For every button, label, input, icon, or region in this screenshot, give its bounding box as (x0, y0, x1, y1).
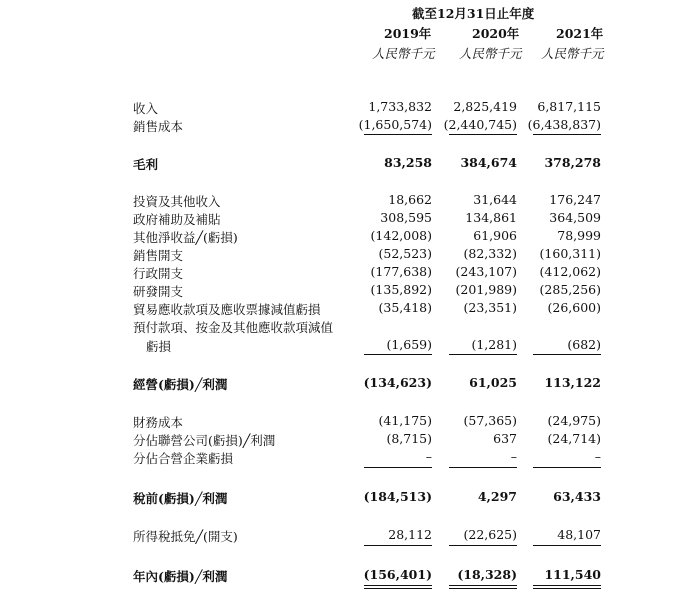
net-label: 年內(虧損)╱利潤 (133, 569, 228, 584)
associates-label: 分佔聯營公司(虧損)╱利潤 (133, 433, 276, 448)
admin-exp-2020: (243,107) (455, 264, 517, 279)
unit-2019: 人民幣千元 (372, 46, 435, 61)
government-grants-2021: 364,509 (549, 210, 601, 225)
unit-2021: 人民幣千元 (541, 46, 604, 61)
other-net-2020: 61,906 (473, 228, 517, 243)
operating-label: 經營(虧損)╱利潤 (133, 377, 228, 392)
jv-2020: – (510, 449, 517, 464)
government-grants-2019: 308,595 (380, 210, 432, 225)
prepay-impair-label-line2: 虧損 (146, 339, 172, 354)
admin-exp-label: 行政開支 (133, 266, 184, 281)
selling-exp-2019: (52,523) (378, 246, 432, 261)
rule-tax-2021 (533, 545, 601, 546)
investment-income-label: 投資及其他收入 (133, 194, 221, 209)
rule-prepay-2020 (449, 354, 517, 355)
trade-impair-2019: (35,418) (378, 300, 432, 315)
trade-impair-2021: (26,600) (547, 300, 601, 315)
rule-prepay-2019 (364, 354, 432, 355)
net-2020: (18,328) (457, 567, 517, 582)
rule-jv-2020 (449, 467, 517, 468)
cost-of-sales-2020: (2,440,745) (443, 117, 517, 132)
selling-exp-2021: (160,311) (539, 246, 601, 261)
admin-exp-2019: (177,638) (370, 264, 432, 279)
finance-cost-label: 財務成本 (133, 415, 184, 430)
rule-cost-2020 (449, 134, 517, 135)
jv-2019: – (425, 449, 432, 464)
rd-exp-2021: (285,256) (539, 282, 601, 297)
cost-of-sales-2021: (6,438,837) (527, 117, 601, 132)
admin-exp-2021: (412,062) (539, 264, 601, 279)
other-net-label: 其他淨收益╱(虧損) (133, 230, 238, 245)
double-rule-2020-a (449, 585, 517, 586)
rule-prepay-2021 (533, 354, 601, 355)
rule-tax-2020 (449, 545, 517, 546)
net-2021: 111,540 (544, 567, 601, 582)
rd-exp-label: 研發開支 (133, 284, 184, 299)
revenue-2020: 2,825,419 (453, 99, 517, 114)
year-2019: 2019年 (384, 26, 432, 41)
gross-profit-label: 毛利 (133, 157, 159, 172)
year-2020: 2020年 (472, 26, 520, 41)
investment-income-2021: 176,247 (549, 192, 601, 207)
double-rule-2019-a (364, 585, 432, 586)
pretax-2020: 4,297 (477, 489, 517, 504)
other-net-2021: 78,999 (557, 228, 601, 243)
year-2021: 2021年 (556, 26, 604, 41)
pretax-2021: 63,433 (553, 489, 601, 504)
rule-cost-2021 (533, 134, 601, 135)
prepay-impair-label-line1: 預付款項、按金及其他應收款項減值 (133, 320, 334, 335)
rule-jv-2019 (364, 467, 432, 468)
government-grants-label: 政府補助及補貼 (133, 212, 221, 227)
rule-jv-2021 (533, 467, 601, 468)
revenue-2021: 6,817,115 (537, 99, 601, 114)
operating-2020: 61,025 (469, 375, 517, 390)
cost-of-sales-2019: (1,650,574) (358, 117, 432, 132)
finance-cost-2021: (24,975) (547, 413, 601, 428)
other-net-2019: (142,008) (370, 228, 432, 243)
gross-profit-2020: 384,674 (460, 155, 517, 170)
net-2019: (156,401) (363, 567, 432, 582)
jv-label: 分佔合營企業虧損 (133, 451, 234, 466)
gross-profit-2019: 83,258 (384, 155, 432, 170)
tax-2020: (22,625) (463, 527, 517, 542)
associates-2019: (8,715) (386, 431, 432, 446)
finance-cost-2020: (57,365) (463, 413, 517, 428)
double-rule-2021-b (533, 588, 601, 589)
operating-2019: (134,623) (363, 375, 432, 390)
trade-impair-2020: (23,351) (463, 300, 517, 315)
period-heading: 截至12月31日止年度 (412, 6, 535, 21)
investment-income-2019: 18,662 (388, 192, 432, 207)
pretax-label: 稅前(虧損)╱利潤 (133, 491, 228, 506)
selling-exp-label: 銷售開支 (133, 248, 184, 263)
operating-2021: 113,122 (544, 375, 601, 390)
gross-profit-2021: 378,278 (544, 155, 601, 170)
rd-exp-2019: (135,892) (370, 282, 432, 297)
jv-2021: – (594, 449, 601, 464)
pretax-2019: (184,513) (363, 489, 432, 504)
rule-tax-2019 (364, 545, 432, 546)
associates-2020: 637 (493, 431, 517, 446)
prepay-impair-2021: (682) (567, 337, 601, 352)
government-grants-2020: 134,861 (465, 210, 517, 225)
unit-2020: 人民幣千元 (459, 46, 522, 61)
finance-cost-2019: (41,175) (378, 413, 432, 428)
selling-exp-2020: (82,332) (463, 246, 517, 261)
tax-2021: 48,107 (557, 527, 601, 542)
revenue-2019: 1,733,832 (368, 99, 432, 114)
double-rule-2021-a (533, 585, 601, 586)
rd-exp-2020: (201,989) (455, 282, 517, 297)
trade-impair-label: 貿易應收款項及應收票據減值虧損 (133, 302, 321, 317)
double-rule-2020-b (449, 588, 517, 589)
tax-label: 所得稅抵免╱(開支) (133, 529, 238, 544)
revenue-label: 收入 (133, 101, 159, 116)
associates-2021: (24,714) (547, 431, 601, 446)
double-rule-2019-b (364, 588, 432, 589)
tax-2019: 28,112 (388, 527, 432, 542)
cost-of-sales-label: 銷售成本 (133, 119, 184, 134)
investment-income-2020: 31,644 (473, 192, 517, 207)
rule-cost-2019 (364, 134, 432, 135)
prepay-impair-2020: (1,281) (471, 337, 517, 352)
prepay-impair-2019: (1,659) (386, 337, 432, 352)
